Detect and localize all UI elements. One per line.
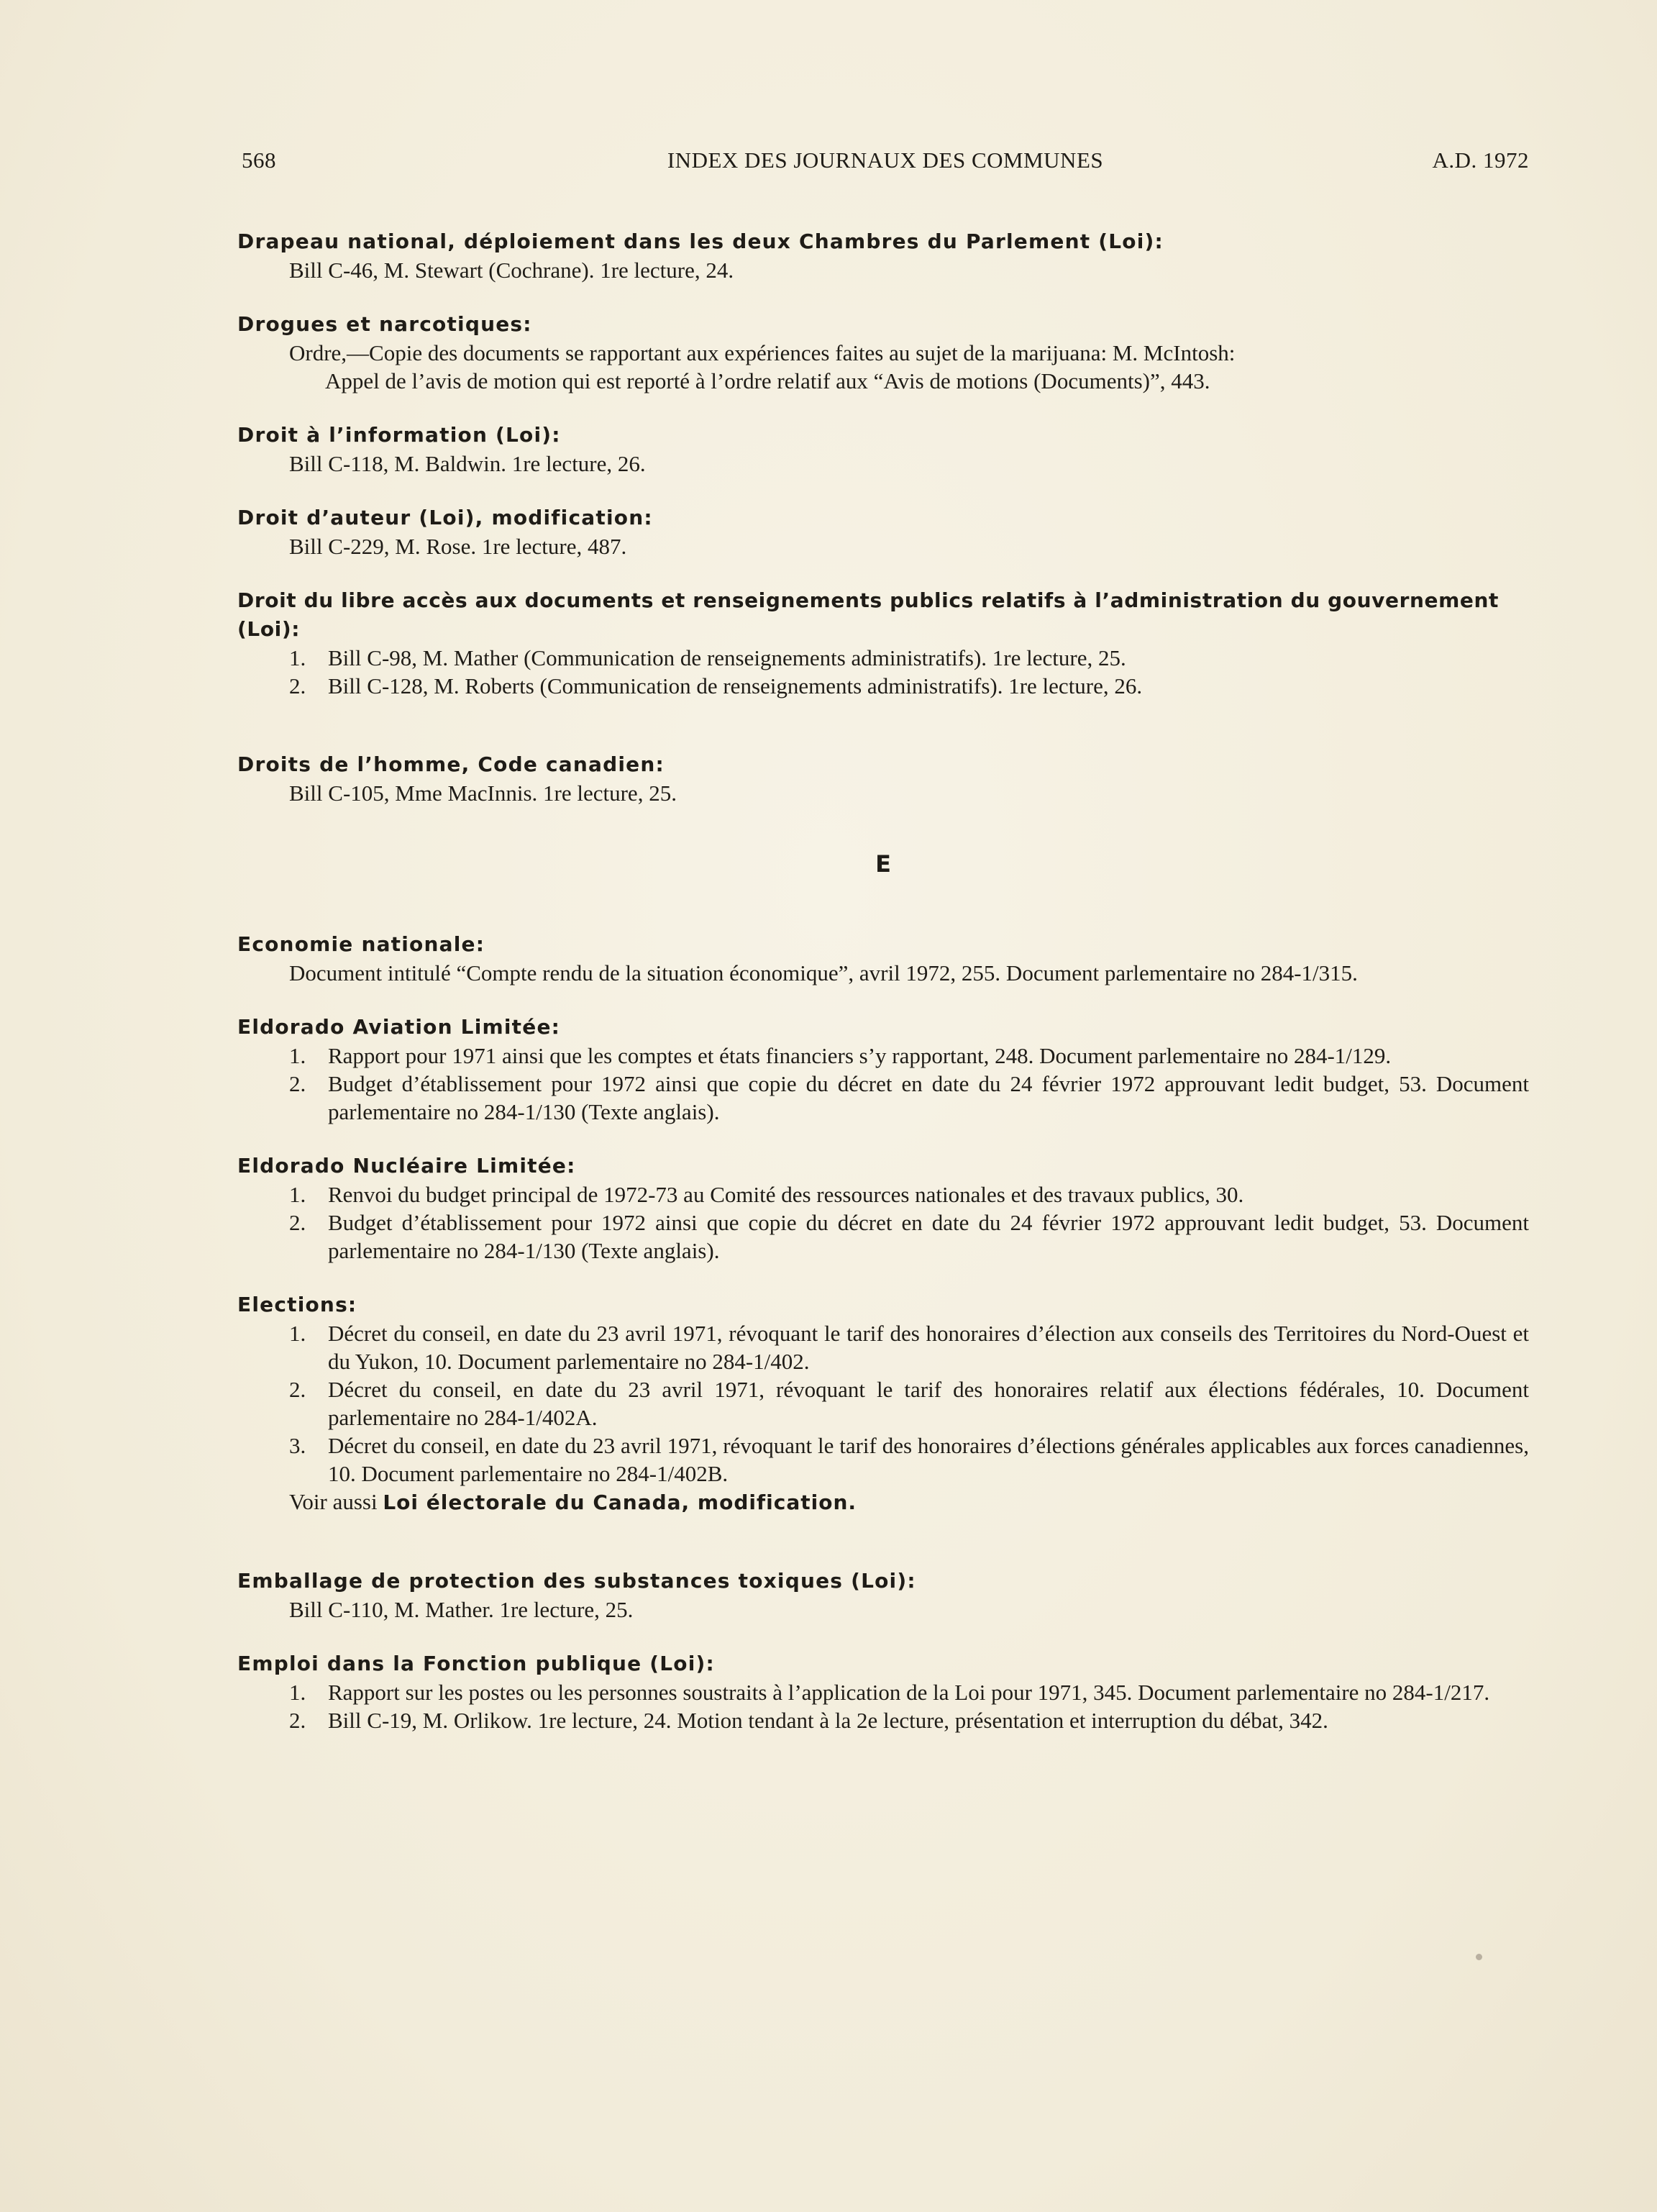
see-also-prefix: Voir aussi <box>289 1489 378 1514</box>
entry-heading: Economie nationale: <box>237 932 485 956</box>
paper-speck <box>1476 1954 1482 1960</box>
list-item <box>237 1180 1529 1209</box>
list-item <box>237 1319 1529 1375</box>
entry-heading: Droit d’auteur (Loi), modification: <box>237 506 653 529</box>
item-text: Budget d’établissement pour 1972 ainsi que copie du décret en date du 24 février 1972 approuvant ledit budget, 53. Document parlementaire no 284-1/130 (Texte anglais). <box>328 1071 1529 1124</box>
index-entry <box>237 504 1529 560</box>
item-number: 2. <box>289 1708 306 1733</box>
index-entry <box>237 227 1529 284</box>
item-number: 2. <box>289 673 306 698</box>
list-item <box>237 1432 1529 1488</box>
index-entry <box>237 750 1529 807</box>
entry-heading: Eldorado Nucléaire Limitée: <box>237 1154 576 1178</box>
entry-heading: Elections: <box>237 1293 357 1316</box>
item-number: 2. <box>289 1210 306 1235</box>
list-item <box>237 1375 1529 1432</box>
item-text: Décret du conseil, en date du 23 avril 1971, révoquant le tarif des honoraires relatif aux élections fédérales, 10. Document parlementaire no 284-1/402A. <box>328 1377 1529 1430</box>
entry-line: Bill C-118, M. Baldwin. 1re lecture, 26. <box>289 451 646 476</box>
entry-line: Appel de l’avis de motion qui est reporté à l’ordre relatif aux “Avis de motions (Documents)”, 443. <box>325 368 1210 393</box>
item-number: 1. <box>289 1321 306 1346</box>
entry-line: Bill C-229, M. Rose. 1re lecture, 487. <box>289 534 627 559</box>
running-title: INDEX DES JOURNAUX DES COMMUNES <box>667 147 1104 173</box>
item-text: Renvoi du budget principal de 1972-73 au Comité des ressources nationales et des travaux publics, 30. <box>328 1182 1244 1207</box>
list-item <box>237 1042 1529 1070</box>
item-number: 1. <box>289 1182 306 1207</box>
entry-heading: Droit du libre accès aux documents et renseignements publics relatifs à l’administration du gouvernement (Loi): <box>237 588 1499 641</box>
list-item <box>237 644 1529 672</box>
entry-heading: Emploi dans la Fonction publique (Loi): <box>237 1652 715 1675</box>
index-entry <box>237 586 1529 700</box>
entry-heading: Drapeau national, déploiement dans les deux Chambres du Parlement (Loi): <box>237 229 1164 253</box>
list-item <box>237 672 1529 700</box>
entry-line: Document intitulé “Compte rendu de la situation économique”, avril 1972, 255. Document parlementaire no 284-1/315. <box>289 960 1358 986</box>
entry-line: Bill C-46, M. Stewart (Cochrane). 1re lecture, 24. <box>289 258 734 283</box>
item-number: 2. <box>289 1377 306 1402</box>
index-body <box>237 227 1529 1760</box>
index-entry <box>237 421 1529 478</box>
index-entry <box>237 310 1529 395</box>
item-text: Rapport sur les postes ou les personnes soustraits à l’application de la Loi pour 1971, 345. Document parlementaire no 284-1/217. <box>328 1680 1490 1705</box>
see-also <box>237 1488 1529 1516</box>
item-text: Rapport pour 1971 ainsi que les comptes et états financiers s’y rapportant, 248. Document parlementaire no 284-1/129. <box>328 1043 1392 1068</box>
index-entry <box>237 930 1529 987</box>
entry-line: Bill C-105, Mme MacInnis. 1re lecture, 25. <box>289 780 677 806</box>
list-item <box>237 1209 1529 1265</box>
entry-line: Ordre,—Copie des documents se rapportant aux expériences faites au sujet de la marijuana: M. McIntosh: <box>289 340 1236 365</box>
index-entry <box>237 1013 1529 1126</box>
list-item <box>237 1678 1529 1706</box>
page-header <box>242 147 1529 176</box>
entry-heading: Eldorado Aviation Limitée: <box>237 1015 561 1039</box>
entry-heading: Droits de l’homme, Code canadien: <box>237 752 665 776</box>
page-number: 568 <box>242 147 276 173</box>
item-text: Décret du conseil, en date du 23 avril 1971, révoquant le tarif des honoraires d’élection aux conseils des Territoires du Nord-Ouest et du Yukon, 10. Document parlementaire no 284-1/402. <box>328 1321 1529 1374</box>
index-entry <box>237 1152 1529 1265</box>
index-entry <box>237 1291 1529 1516</box>
entry-heading: Droit à l’information (Loi): <box>237 423 561 447</box>
item-text: Décret du conseil, en date du 23 avril 1971, révoquant le tarif des honoraires d’élections générales applicables aux forces canadiennes, 10. Document parlementaire no 284-1/402B. <box>328 1433 1529 1486</box>
entry-heading: Drogues et narcotiques: <box>237 312 532 336</box>
item-number: 3. <box>289 1433 306 1458</box>
year-label: A.D. 1972 <box>1432 147 1529 173</box>
index-entry <box>237 1649 1529 1734</box>
item-number: 1. <box>289 645 306 670</box>
item-number: 1. <box>289 1680 306 1705</box>
item-number: 2. <box>289 1071 306 1096</box>
index-entry <box>237 1567 1529 1624</box>
list-item <box>237 1070 1529 1126</box>
item-text: Bill C-128, M. Roberts (Communication de renseignements administratifs). 1re lecture, 26. <box>328 673 1143 698</box>
item-text: Budget d’établissement pour 1972 ainsi que copie du décret en date du 24 février 1972 approuvant ledit budget, 53. Document parlementaire no 284-1/130 (Texte anglais). <box>328 1210 1529 1263</box>
section-letter: E <box>875 850 891 878</box>
item-text: Bill C-98, M. Mather (Communication de renseignements administratifs). 1re lecture, 25. <box>328 645 1126 670</box>
list-item <box>237 1706 1529 1734</box>
item-text: Bill C-19, M. Orlikow. 1re lecture, 24. Motion tendant à la 2e lecture, présentation et interruption du débat, 342. <box>328 1708 1328 1733</box>
entry-heading: Emballage de protection des substances toxiques (Loi): <box>237 1569 916 1593</box>
item-number: 1. <box>289 1043 306 1068</box>
entry-line: Bill C-110, M. Mather. 1re lecture, 25. <box>289 1597 634 1622</box>
see-also-link[interactable]: Loi électorale du Canada, modification. <box>383 1490 857 1514</box>
